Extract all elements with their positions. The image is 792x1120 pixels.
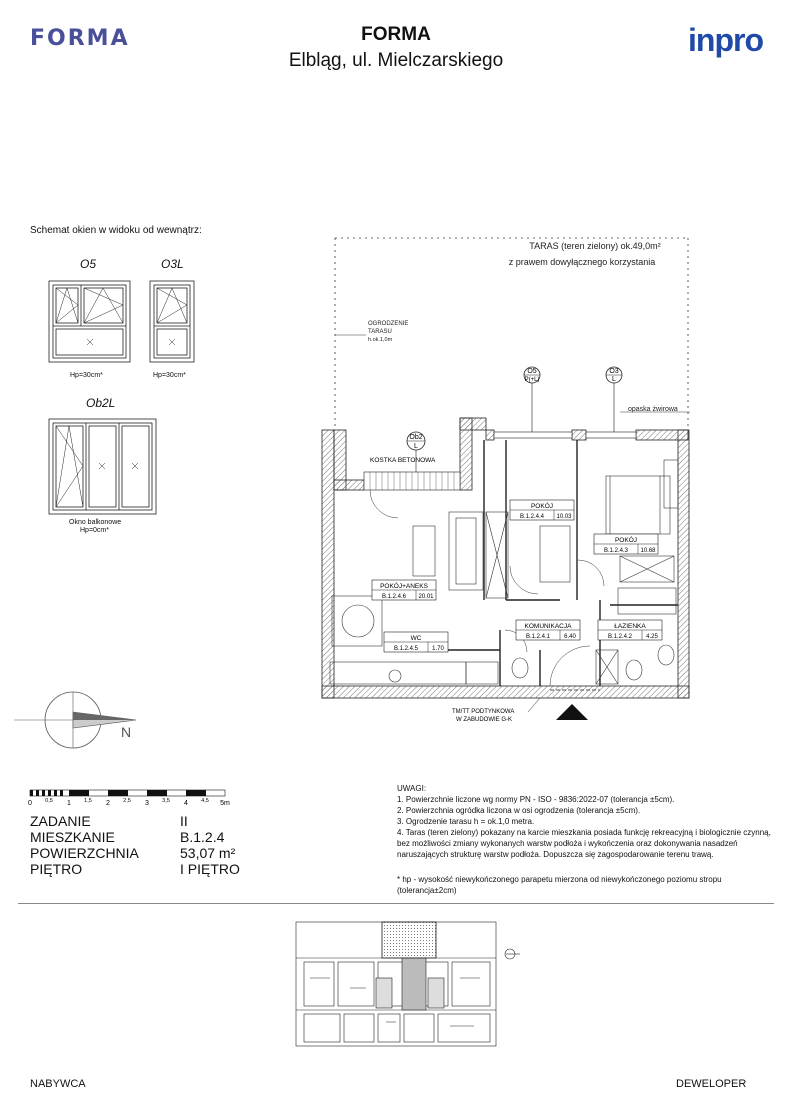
room-label-pokoj-aneks — [372, 580, 436, 600]
window-marker-o3-bottom: L — [612, 376, 616, 383]
room-name: WC — [410, 635, 422, 642]
room-label-komunikacja — [516, 620, 580, 640]
bed-room-4 — [486, 512, 570, 598]
room-area: 10.03 — [556, 514, 572, 520]
window-o5-hp: Hp=30cm* — [70, 372, 103, 379]
building-key-plan — [290, 918, 530, 1050]
fence-label-1: OGRODZENIE — [368, 321, 409, 327]
entry-label-2: W ZABUDOWIE G-K — [456, 717, 512, 723]
window-marker-o3-top: O3 — [609, 368, 619, 375]
footer-buyer: NABYWCA — [30, 1078, 86, 1090]
notes-item: 1. Powierzchnie liczone wg normy PN - ISO - 9836:2022-07 (tolerancja ±5cm). — [397, 795, 675, 804]
window-o3l-label: O3L — [161, 257, 184, 271]
notes-item: naruszających strukturę warstw podłoża. Dopuszcza się zagospodarowanie terenu trawą. — [397, 850, 714, 859]
room-area: 20.01 — [418, 594, 434, 600]
inpro-logo-end: o — [744, 22, 763, 58]
facade-windows — [494, 432, 636, 438]
paving-label: KOSTKA BETONOWA — [370, 457, 436, 464]
scale-tick: 4,5 — [201, 798, 209, 804]
room-name: KOMUNIKACJA — [524, 623, 572, 630]
scale-bar — [24, 785, 239, 811]
inpro-logo-main: inpr — [688, 22, 745, 58]
scale-tick: 3,5 — [162, 798, 170, 804]
info-value-pietro: I PIĘTRO — [180, 861, 240, 877]
room-code: B.1.2.4.1 — [525, 634, 551, 640]
room-name: POKÓJ — [530, 503, 554, 510]
window-marker-o5 — [524, 367, 540, 432]
window-marker-ob2-bottom: L — [414, 443, 418, 450]
entry-label-1: TM/TT PODTYNKOWA — [452, 709, 515, 715]
compass-icon — [14, 692, 136, 748]
room-code: B.1.2.4.2 — [607, 634, 633, 640]
notes-block — [397, 783, 777, 896]
info-label-mieszkanie: MIESZKANIE — [30, 829, 115, 845]
room-area: 6.40 — [564, 634, 576, 640]
notes-item: bez możliwości zmiany wykonanych warstw podłoża i wykończenia oraz dokonywania nasadzeń — [397, 839, 738, 848]
room-area: 4.25 — [646, 634, 658, 640]
room-code: B.1.2.4.3 — [603, 548, 629, 554]
fence-label-3: h.ok.1,0m — [368, 337, 393, 343]
scale-tick: 2 — [106, 800, 110, 807]
room-label-pokoj-3 — [594, 534, 658, 554]
room-code: B.1.2.4.5 — [393, 646, 419, 652]
compass-north-label: N — [121, 724, 132, 740]
concrete-paving — [364, 457, 460, 490]
notes-heading: UWAGI: — [397, 784, 427, 793]
gravel-band-label: opaska żwirowa — [628, 406, 678, 413]
scale-tick: 2,5 — [123, 798, 131, 804]
windows-schema-caption: Schemat okien w widoku od wewnątrz: — [30, 225, 202, 236]
terrace-label-1: TARAS (teren zielony) ok.49,0m² — [529, 241, 661, 251]
page-subtitle: Elbląg, ul. Mielczarskiego — [288, 50, 504, 71]
window-ob2l-label: Ob2L — [86, 396, 116, 410]
scale-tick: 1,5 — [84, 798, 92, 804]
window-ob2l-caption: Okno balkonowe — [69, 519, 122, 526]
hp-note-2: (tolerancja±2cm) — [397, 886, 457, 895]
room-label-lazienka — [598, 620, 662, 640]
scale-tick: 3 — [145, 800, 149, 807]
forma-logo: FORMA — [30, 26, 130, 51]
info-value-mieszkanie: B.1.2.4 — [180, 829, 225, 845]
room-name: POKÓJ+ANEKS — [380, 583, 428, 590]
notes-item: 4. Taras (teren zielony) pokazany na karcie mieszkania posiada funkcję rekreacyjną i biologicznie czynną, — [397, 828, 771, 837]
fence-label-2: TARASU — [368, 329, 392, 335]
scale-tick: 0,5 — [45, 798, 53, 804]
scale-tick: 5m — [220, 800, 230, 807]
info-value-zadanie: II — [180, 813, 188, 829]
room-area: 1.70 — [432, 646, 444, 652]
page-title: FORMA — [361, 24, 431, 45]
window-o3l-hp: Hp=30cm* — [153, 372, 186, 379]
room-name: POKÓJ — [614, 537, 638, 544]
info-label-zadanie: ZADANIE — [30, 813, 91, 829]
window-marker-ob2-top: Ob2 — [409, 434, 423, 441]
window-o5-label: O5 — [80, 257, 97, 271]
footer-developer: DEWELOPER — [676, 1078, 747, 1090]
info-label-pietro: PIĘTRO — [30, 861, 83, 877]
scale-tick: 1 — [67, 800, 71, 807]
hp-note-1: * hp - wysokość niewykończonego parapetu mierzona od niewykończonego poziomu stropu — [397, 875, 722, 884]
bed-room-3 — [606, 460, 678, 534]
entrance-arrow-icon — [556, 704, 588, 720]
info-value-powierzchnia: 53,07 m² — [180, 845, 236, 861]
notes-item: 2. Powierzchnia ogródka liczona w osi ogrodzenia (tolerancja ±5cm). — [397, 806, 641, 815]
window-marker-o3 — [606, 367, 622, 432]
window-marker-o5-bottom: P(+L) — [524, 377, 540, 383]
section-divider — [18, 903, 774, 904]
room-label-pokoj-4 — [510, 500, 574, 520]
window-marker-o5-top: O5 — [527, 368, 537, 375]
scale-tick: 0 — [28, 800, 32, 807]
room-name: ŁAZIENKA — [614, 623, 646, 630]
room-label-wc — [384, 632, 448, 652]
scale-tick: 4 — [184, 800, 188, 807]
terrace-label-2: z prawem dowyłącznego korzystania — [508, 257, 656, 267]
window-ob2l-hp: Hp=0cm* — [80, 527, 109, 534]
room-code: B.1.2.4.4 — [519, 514, 545, 520]
room-code: B.1.2.4.6 — [381, 594, 407, 600]
info-label-powierzchnia: POWIERZCHNIA — [30, 845, 139, 861]
room-area: 10.68 — [640, 548, 656, 554]
notes-item: 3. Ogrodzenie tarasu h = ok.1,0 metra. — [397, 817, 535, 826]
